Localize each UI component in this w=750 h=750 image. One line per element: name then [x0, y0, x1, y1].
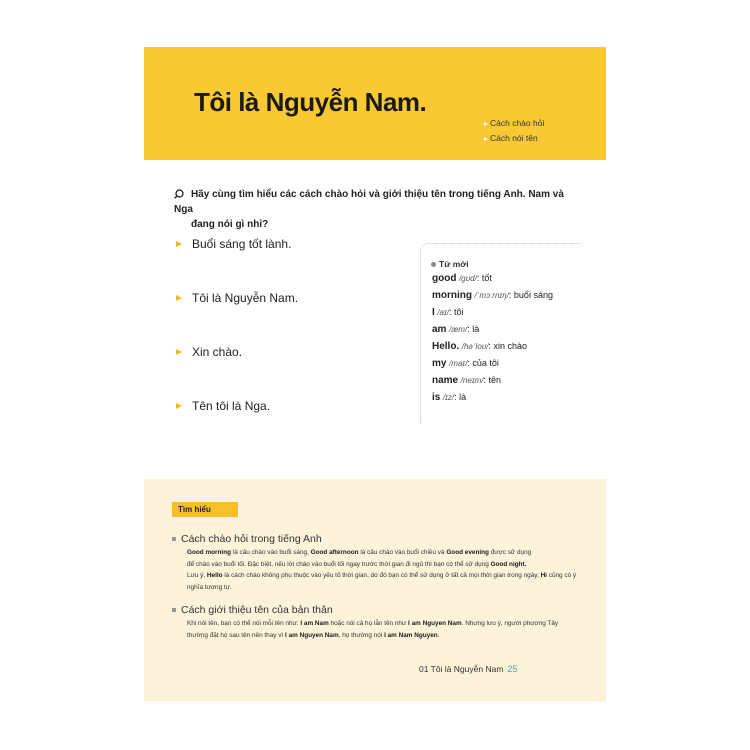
dot-icon: [431, 262, 436, 267]
dialog-line: Xin chào.: [176, 345, 242, 359]
vocab-item: is /ɪz/: là: [432, 392, 467, 403]
square-bullet-icon: [172, 537, 176, 541]
page-footer: 01 Tôi là Nguyễn Nam 25: [419, 664, 518, 674]
learn-section: [144, 479, 606, 702]
play-bullet-icon: [176, 295, 182, 301]
vocab-item: name /neɪm/: tên: [432, 375, 502, 386]
section-title: Cách giới thiệu tên của bản thân: [172, 604, 333, 616]
intro-question: Hãy cùng tìm hiểu các cách chào hỏi và giới thiệu tên trong tiếng Anh. Nam và Nga đang nói gì nhỉ?: [174, 189, 564, 230]
play-bullet-icon: [176, 241, 182, 247]
section-title: Cách chào hỏi trong tiếng Anh: [172, 533, 322, 545]
paragraph-names: Khi nói tên, bạn có thể nói mỗi tên như: I am Nam hoặc nói cả họ lẫn tên như I am Nguyen Nam. Nhưng lưu ý, người phương Tây thường đặt họ sau tên nên thay vì I am Nguyen Nam, họ thường nói I am Nam Nguyen.: [187, 620, 559, 639]
chapter-title: Tôi là Nguyễn Nam.: [194, 87, 427, 117]
vocab-item: good /gʊd/: tốt: [432, 273, 492, 284]
vocab-item: I /aɪ/: tôi: [432, 307, 464, 318]
play-bullet-icon: [176, 403, 182, 409]
chapter-header: [144, 47, 606, 160]
goal-item: Cách chào hỏi: [484, 116, 544, 131]
book-page: [144, 47, 606, 702]
lesson-goals: [484, 116, 544, 146]
vocabulary-heading: Từ mới: [431, 259, 469, 269]
square-bullet-icon: [172, 608, 176, 612]
paragraph-greetings: Good morning là câu chào vào buổi sáng, Good afternoon là câu chào vào buổi chiều và Good evening được sử dụng để chào vào buổi tối. Đặc biệt, nếu lời chào vào buổi tối ngay trước thời gian đi ngủ thì bạn có thể sử dụng Good night. Lưu ý, Hello là cách chào không phụ thuộc vào yếu tố thời gian, do đó bạn có thể sử dụng ở tất cả mọi thời gian trong ngày, Hi cũng có ý nghĩa tương tự.: [187, 549, 577, 591]
vocab-item: morning /ˈmɔːrnɪŋ/: buổi sáng: [432, 290, 553, 301]
vocab-item: my /maɪ/: của tôi: [432, 358, 499, 369]
dialog-line: Tên tôi là Nga.: [176, 399, 270, 413]
vocabulary-box: [420, 243, 581, 424]
dialog-line: Buổi sáng tốt lành.: [176, 237, 291, 251]
magnifier-icon: [174, 189, 184, 199]
page-number: 25: [507, 664, 518, 674]
learn-tag: Tìm hiểu: [172, 502, 238, 517]
goal-item: Cách nói tên: [484, 131, 544, 146]
triangle-bullet-icon: [484, 137, 488, 141]
dialog-line: Tôi là Nguyễn Nam.: [176, 291, 298, 305]
play-bullet-icon: [176, 349, 182, 355]
triangle-bullet-icon: [484, 122, 488, 126]
vocab-item: Hello. /həˈloʊ/: xin chào: [432, 341, 528, 352]
vocab-item: am /æm/: là: [432, 324, 480, 335]
